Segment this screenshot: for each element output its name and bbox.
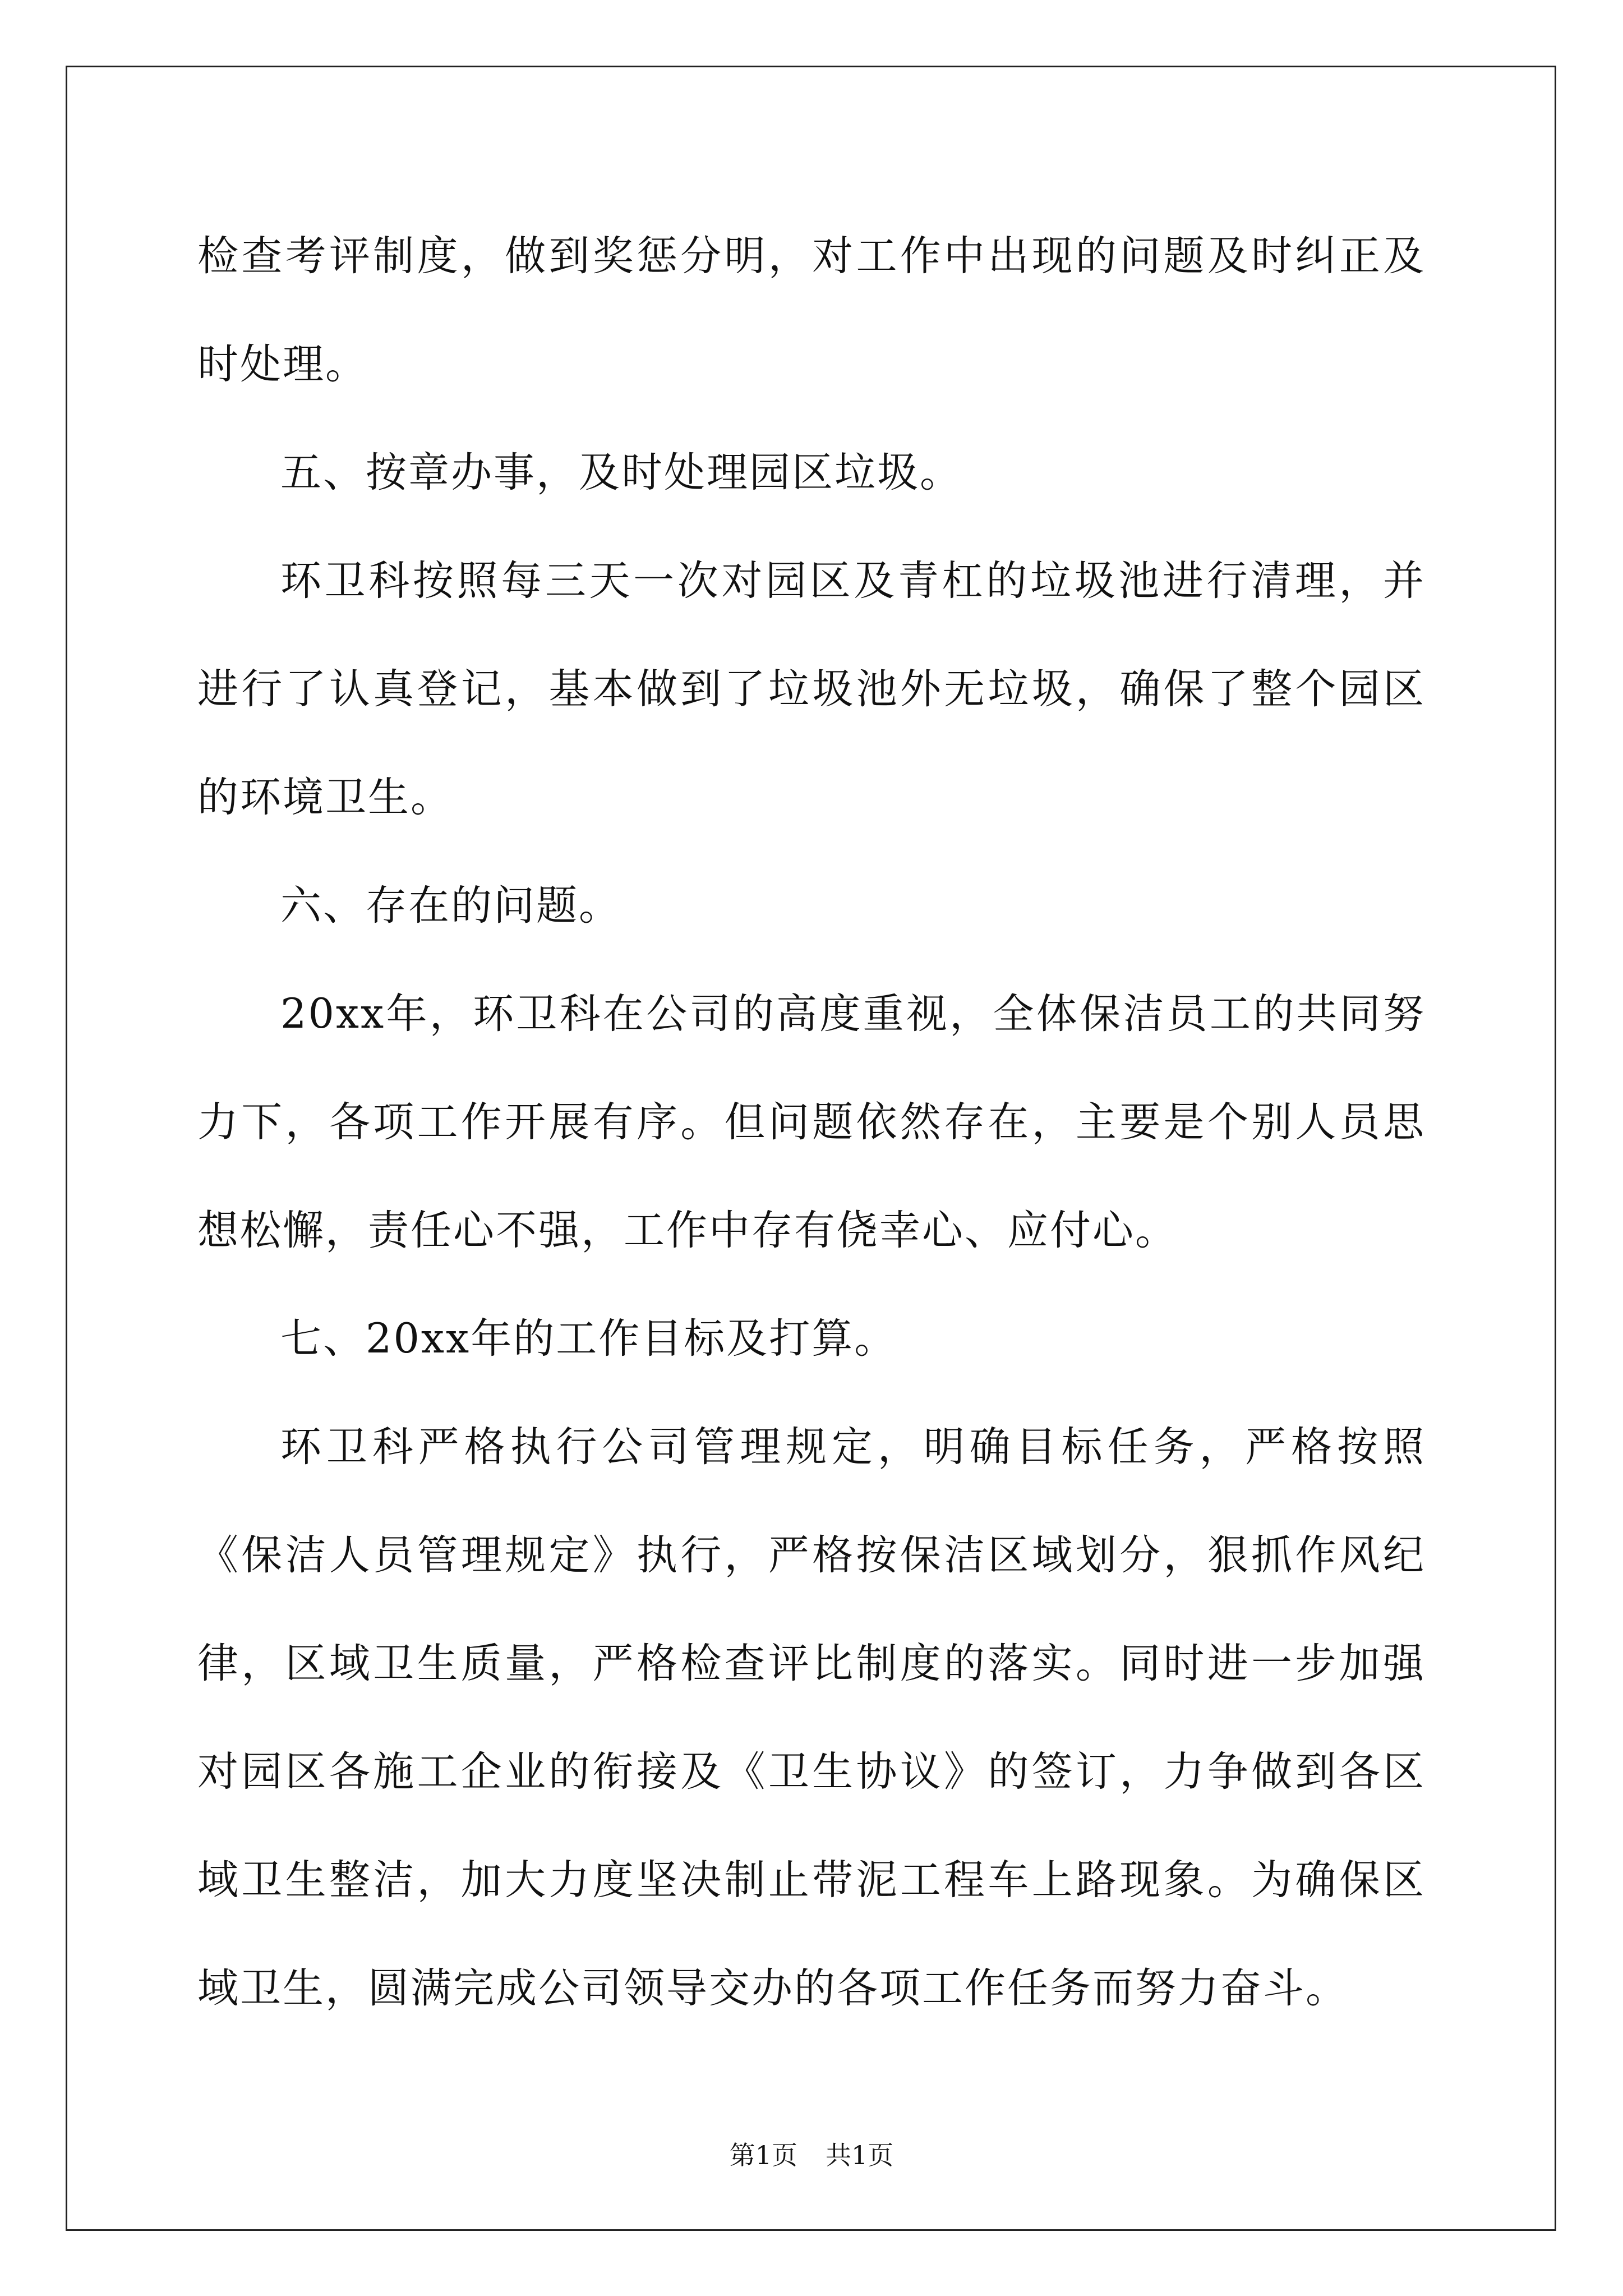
- page-footer: [0, 2138, 1623, 2172]
- paragraph-4: 环卫科严格执行公司管理规定，明确目标任务，严格按照《保洁人员管理规定》执行，严格按保洁区域划分，狠抓作风纪律，区域卫生质量，严格检查评比制度的落实。同时进一步加强对园区各施工企业的衔接及《卫生协议》的签订，力争做到各区域卫生整洁，加大力度坚决制止带泥工程车上路现象。为确保区域卫生，圆满完成公司领导交办的各项工作任务而努力奋斗。: [197, 1423, 1426, 2012]
- document-body: [197, 202, 1426, 2042]
- heading-section-5: 五、按章办事，及时处理园区垃圾。: [280, 449, 962, 496]
- paragraph-3: 20xx年，环卫科在公司的高度重视，全体保洁员工的共同努力下，各项工作开展有序。但问题依然存在，主要是个别人员思想松懈，责任心不强，工作中存有侥幸心、应付心。: [197, 990, 1426, 1254]
- paragraph-2: 环卫科按照每三天一次对园区及青杠的垃圾池进行清理，并进行了认真登记，基本做到了垃圾池外无垃圾，确保了整个园区的环境卫生。: [197, 557, 1426, 821]
- paragraph-1: 检查考评制度，做到奖惩分明，对工作中出现的问题及时纠正及时处理。: [197, 232, 1426, 388]
- heading-section-7: 七、20xx年的工作目标及打算。: [280, 1315, 897, 1363]
- heading-section-6: 六、存在的问题。: [280, 882, 621, 930]
- page-number: 第1页: [729, 2140, 797, 2170]
- page-total: 共1页: [826, 2140, 894, 2170]
